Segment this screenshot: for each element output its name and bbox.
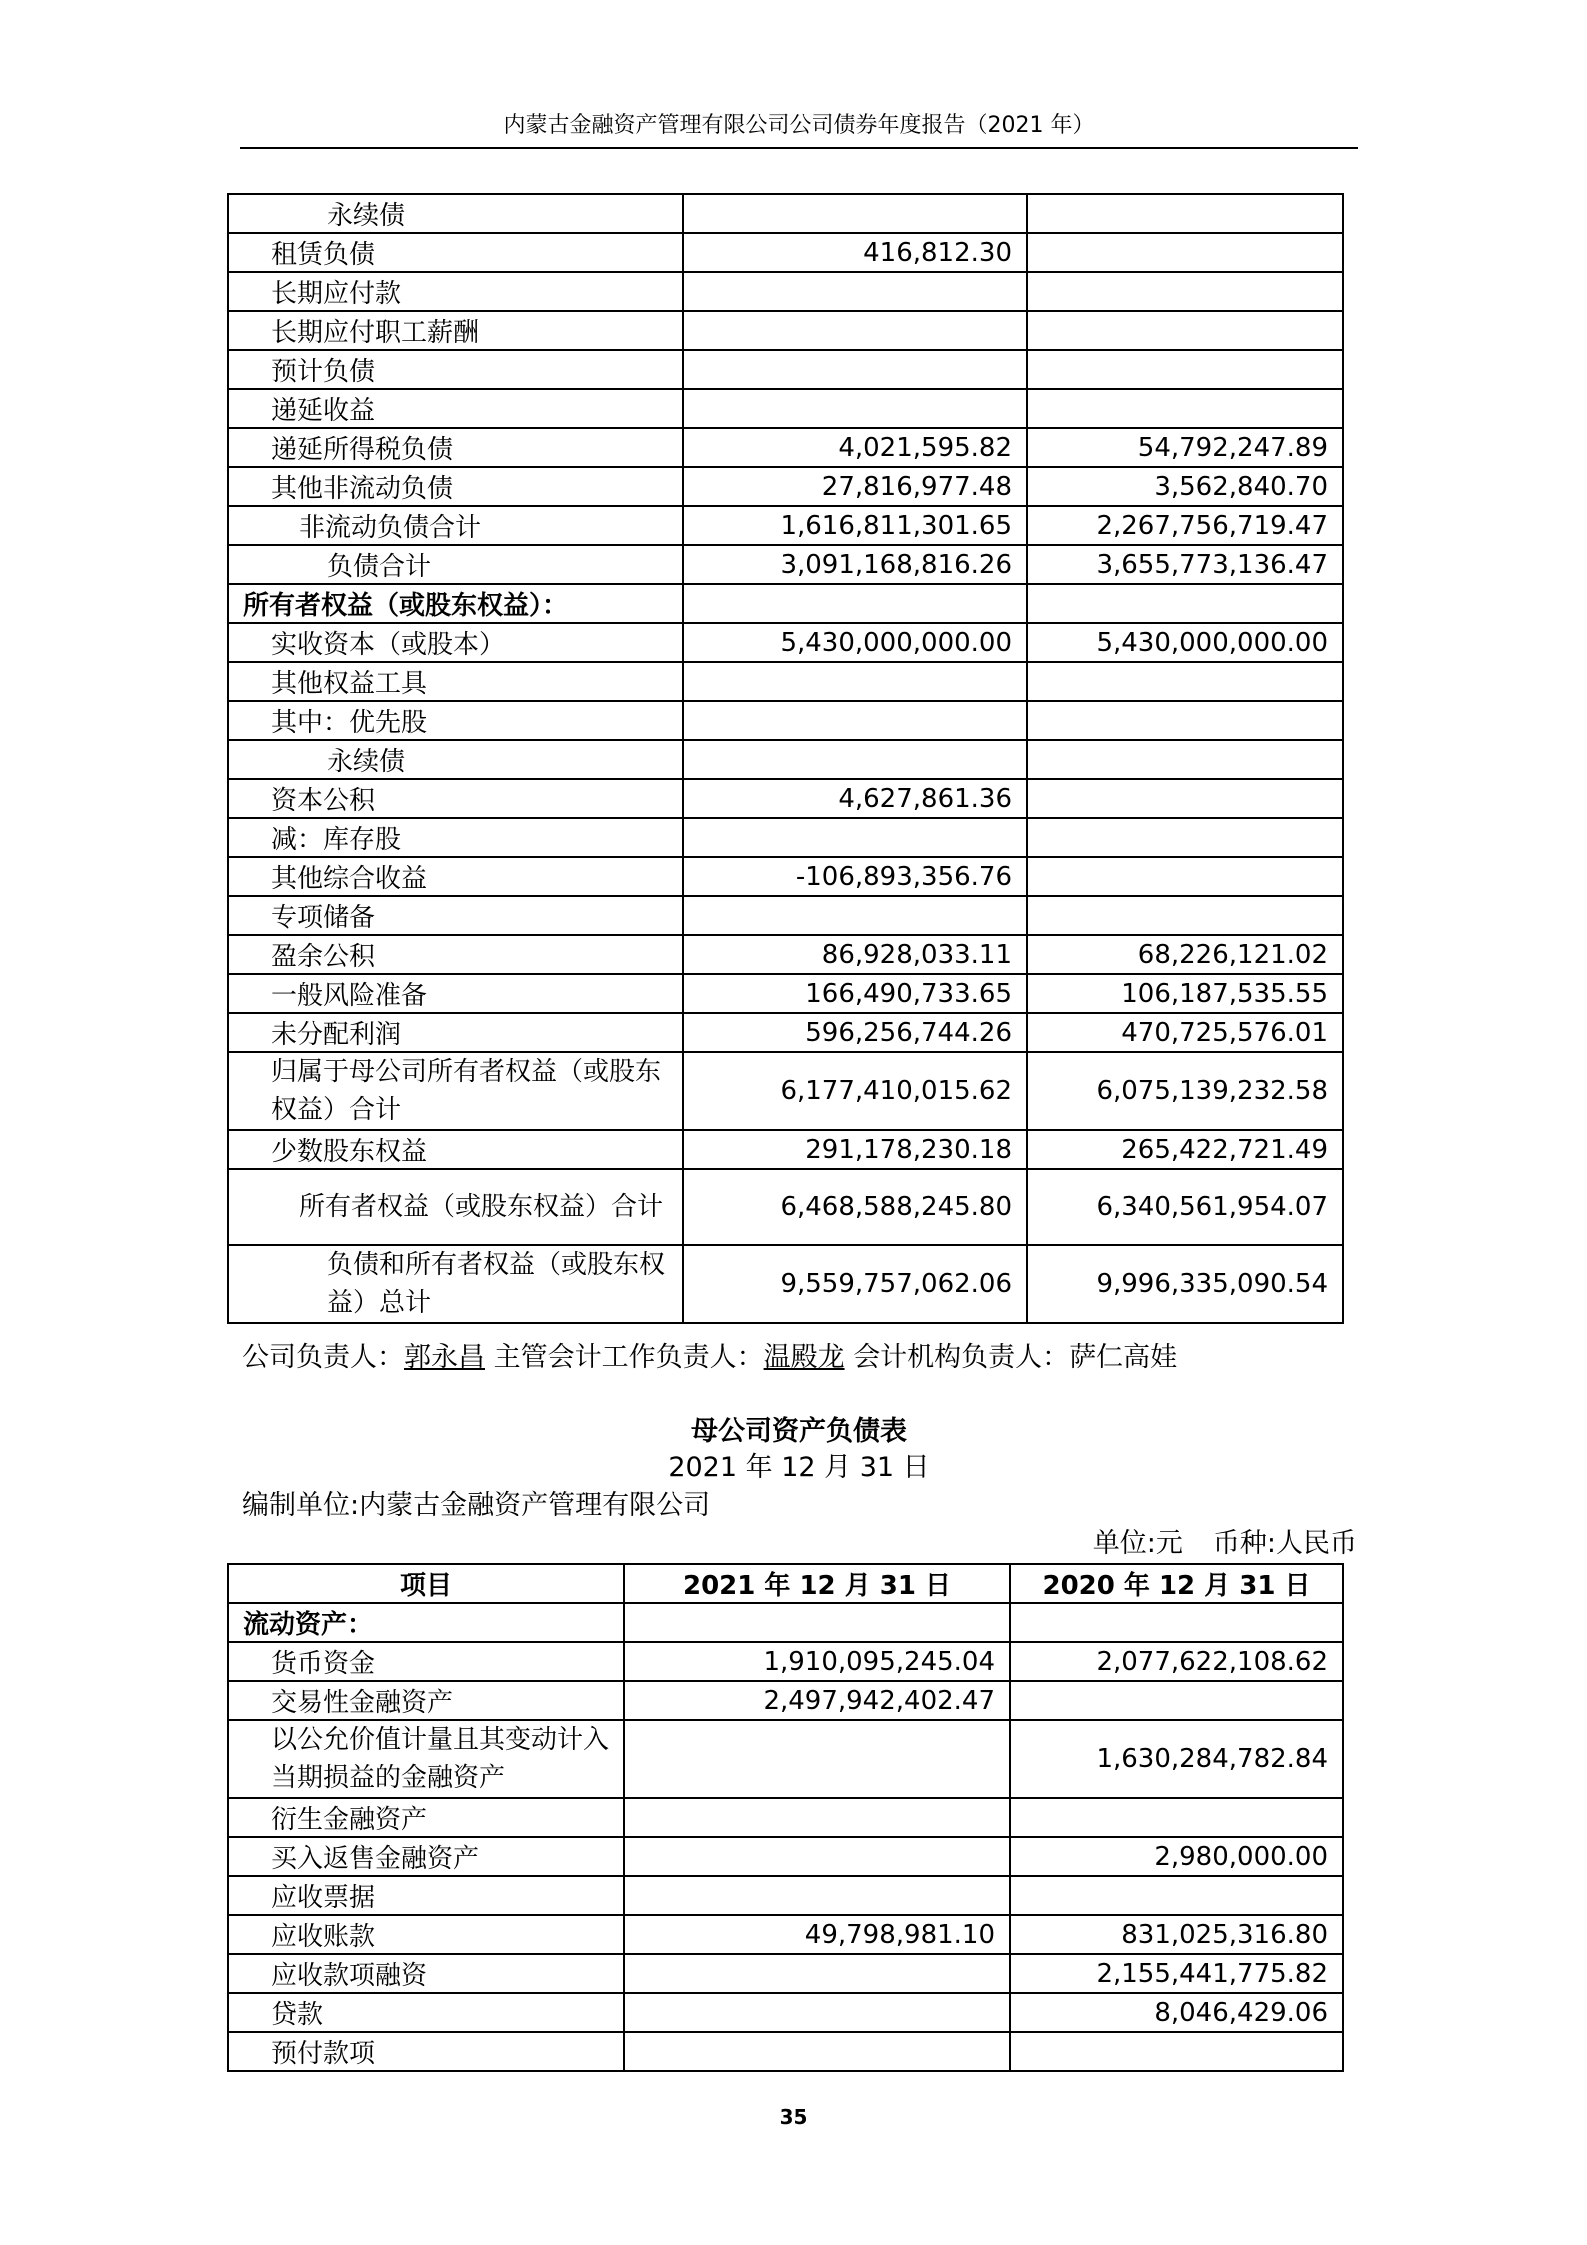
row-label: 衍生金融资产 xyxy=(228,1798,624,1837)
row-label: 其他权益工具 xyxy=(228,662,683,701)
row-label: 应收款项融资 xyxy=(228,1954,624,1993)
value-2021 xyxy=(683,662,1027,701)
value-2021: 2,497,942,402.47 xyxy=(624,1681,1010,1720)
table-row xyxy=(228,350,1343,389)
table-row xyxy=(228,1876,1343,1915)
value-2020 xyxy=(1027,584,1343,623)
value-2020: 1,630,284,782.84 xyxy=(1010,1720,1343,1798)
value-2021 xyxy=(624,1837,1010,1876)
value-2020: 265,422,721.49 xyxy=(1027,1130,1343,1169)
value-2020 xyxy=(1010,2032,1343,2071)
value-2020 xyxy=(1010,1681,1343,1720)
value-2021 xyxy=(624,1798,1010,1837)
table-row xyxy=(228,818,1343,857)
row-label: 预计负债 xyxy=(228,350,683,389)
value-2020: 6,340,561,954.07 xyxy=(1027,1169,1343,1245)
table-row xyxy=(228,428,1343,467)
value-2020 xyxy=(1027,779,1343,818)
parent-balance-sheet-date: 2021 年 12 月 31 日 xyxy=(668,1452,930,1483)
unit-label: 单位:元 xyxy=(1092,1528,1183,1559)
table-row xyxy=(228,1837,1343,1876)
table-row xyxy=(228,1603,1343,1642)
table-row xyxy=(228,1130,1343,1169)
table-row xyxy=(228,2032,1343,2071)
row-label: 非流动负债合计 xyxy=(228,506,683,545)
value-2020: 2,267,756,719.47 xyxy=(1027,506,1343,545)
table-row xyxy=(228,545,1343,584)
table-row xyxy=(228,311,1343,350)
column-header-2020: 2020 年 12 月 31 日 xyxy=(1010,1564,1343,1603)
value-2021: 291,178,230.18 xyxy=(683,1130,1027,1169)
table-row xyxy=(228,1720,1343,1798)
value-2020 xyxy=(1027,233,1343,272)
value-2020 xyxy=(1027,350,1343,389)
row-label: 所有者权益（或股东权益）： xyxy=(228,584,683,623)
row-label: 其他综合收益 xyxy=(228,857,683,896)
value-2021: -106,893,356.76 xyxy=(683,857,1027,896)
value-2021: 6,468,588,245.80 xyxy=(683,1169,1027,1245)
row-label: 货币资金 xyxy=(228,1642,624,1681)
table-row xyxy=(228,857,1343,896)
table-row xyxy=(228,584,1343,623)
value-2020: 2,155,441,775.82 xyxy=(1010,1954,1343,1993)
value-2020: 5,430,000,000.00 xyxy=(1027,623,1343,662)
row-label: 负债合计 xyxy=(228,545,683,584)
row-label: 递延收益 xyxy=(228,389,683,428)
value-2021 xyxy=(624,2032,1010,2071)
table-row xyxy=(228,623,1343,662)
value-2021 xyxy=(683,194,1027,233)
row-label: 租赁负债 xyxy=(228,233,683,272)
table-row xyxy=(228,1681,1343,1720)
value-2020: 9,996,335,090.54 xyxy=(1027,1245,1343,1323)
row-label: 其中：优先股 xyxy=(228,701,683,740)
value-2020: 6,075,139,232.58 xyxy=(1027,1052,1343,1130)
row-label: 贷款 xyxy=(228,1993,624,2032)
parent-balance-sheet xyxy=(227,1563,1344,2072)
value-2021: 49,798,981.10 xyxy=(624,1915,1010,1954)
value-2020 xyxy=(1027,194,1343,233)
table-row xyxy=(228,1915,1343,1954)
row-label: 长期应付职工薪酬 xyxy=(228,311,683,350)
value-2021 xyxy=(683,584,1027,623)
table-row xyxy=(228,389,1343,428)
row-label: 以公允价值计量且其变动计入当期损益的金融资产 xyxy=(228,1720,624,1798)
currency-label: 币种:人民币 xyxy=(1212,1528,1357,1559)
unit-currency-line xyxy=(1093,1526,1357,1562)
value-2021: 9,559,757,062.06 xyxy=(683,1245,1027,1323)
table-row xyxy=(228,896,1343,935)
value-2021 xyxy=(683,389,1027,428)
value-2021 xyxy=(683,350,1027,389)
value-2021: 3,091,168,816.26 xyxy=(683,545,1027,584)
table-row xyxy=(228,935,1343,974)
value-2021 xyxy=(683,701,1027,740)
value-2020: 3,562,840.70 xyxy=(1027,467,1343,506)
table-row xyxy=(228,1245,1343,1323)
company-head-label: 公司负责人： xyxy=(242,1342,404,1373)
row-label: 减：库存股 xyxy=(228,818,683,857)
value-2020 xyxy=(1027,857,1343,896)
table-row xyxy=(228,194,1343,233)
row-label: 未分配利润 xyxy=(228,1013,683,1052)
value-2021 xyxy=(683,896,1027,935)
row-label: 长期应付款 xyxy=(228,272,683,311)
table-row xyxy=(228,1954,1343,1993)
parent-balance-sheet-title: 母公司资产负债表 xyxy=(691,1416,907,1447)
value-2021 xyxy=(624,1954,1010,1993)
value-2020 xyxy=(1010,1876,1343,1915)
value-2020: 68,226,121.02 xyxy=(1027,935,1343,974)
value-2021 xyxy=(624,1993,1010,2032)
value-2020: 54,792,247.89 xyxy=(1027,428,1343,467)
value-2020 xyxy=(1027,662,1343,701)
column-header-2021: 2021 年 12 月 31 日 xyxy=(624,1564,1010,1603)
value-2020 xyxy=(1010,1603,1343,1642)
row-label: 其他非流动负债 xyxy=(228,467,683,506)
value-2021: 416,812.30 xyxy=(683,233,1027,272)
table-row xyxy=(228,233,1343,272)
value-2020: 106,187,535.55 xyxy=(1027,974,1343,1013)
table-row xyxy=(228,701,1343,740)
value-2020 xyxy=(1027,740,1343,779)
value-2021: 1,616,811,301.65 xyxy=(683,506,1027,545)
row-label: 应收票据 xyxy=(228,1876,624,1915)
table-row xyxy=(228,1642,1343,1681)
responsible-persons xyxy=(242,1340,1177,1376)
row-label: 少数股东权益 xyxy=(228,1130,683,1169)
accounting-head-name: 温殿龙 xyxy=(763,1342,845,1373)
header-divider xyxy=(240,147,1358,149)
row-label: 所有者权益（或股东权益）合计 xyxy=(228,1169,683,1245)
value-2020 xyxy=(1027,389,1343,428)
value-2021 xyxy=(683,818,1027,857)
row-label: 归属于母公司所有者权益（或股东权益）合计 xyxy=(228,1052,683,1130)
table-row xyxy=(228,779,1343,818)
value-2021 xyxy=(624,1720,1010,1798)
value-2020: 3,655,773,136.47 xyxy=(1027,545,1343,584)
table-row xyxy=(228,974,1343,1013)
value-2020 xyxy=(1027,701,1343,740)
value-2021 xyxy=(624,1603,1010,1642)
value-2020: 8,046,429.06 xyxy=(1010,1993,1343,2032)
value-2020 xyxy=(1027,272,1343,311)
value-2021: 4,627,861.36 xyxy=(683,779,1027,818)
row-label: 负债和所有者权益（或股东权益）总计 xyxy=(228,1245,683,1323)
row-label: 永续债 xyxy=(228,740,683,779)
accounting-org-head-label: 会计机构负责人： xyxy=(853,1342,1070,1373)
table-row xyxy=(228,1993,1343,2032)
value-2020 xyxy=(1027,818,1343,857)
value-2020 xyxy=(1027,896,1343,935)
row-label: 交易性金融资产 xyxy=(228,1681,624,1720)
accounting-head-label: 主管会计工作负责人： xyxy=(493,1342,764,1373)
page-number: 35 xyxy=(779,2105,808,2129)
table-row xyxy=(228,506,1343,545)
report-header: 内蒙古金融资产管理有限公司公司债券年度报告（2021 年） xyxy=(503,113,1095,138)
row-label: 流动资产： xyxy=(228,1603,624,1642)
row-label: 盈余公积 xyxy=(228,935,683,974)
value-2021 xyxy=(683,272,1027,311)
value-2021: 27,816,977.48 xyxy=(683,467,1027,506)
value-2020: 831,025,316.80 xyxy=(1010,1915,1343,1954)
value-2021: 6,177,410,015.62 xyxy=(683,1052,1027,1130)
row-label: 应收账款 xyxy=(228,1915,624,1954)
table-row xyxy=(228,740,1343,779)
table-row xyxy=(228,272,1343,311)
company-head-name: 郭永昌 xyxy=(404,1342,485,1373)
value-2021 xyxy=(683,311,1027,350)
column-header-item: 项目 xyxy=(228,1564,624,1603)
value-2020: 2,980,000.00 xyxy=(1010,1837,1343,1876)
accounting-org-head-name: 萨仁高娃 xyxy=(1069,1342,1178,1373)
value-2021: 1,910,095,245.04 xyxy=(624,1642,1010,1681)
value-2020: 470,725,576.01 xyxy=(1027,1013,1343,1052)
table-row xyxy=(228,662,1343,701)
row-label: 买入返售金融资产 xyxy=(228,1837,624,1876)
row-label: 永续债 xyxy=(228,194,683,233)
value-2021: 166,490,733.65 xyxy=(683,974,1027,1013)
table-row xyxy=(228,1169,1343,1245)
value-2020: 2,077,622,108.62 xyxy=(1010,1642,1343,1681)
preparing-unit: 编制单位:内蒙古金融资产管理有限公司 xyxy=(242,1490,711,1521)
value-2021 xyxy=(683,740,1027,779)
table-row xyxy=(228,1052,1343,1130)
value-2021: 86,928,033.11 xyxy=(683,935,1027,974)
row-label: 专项储备 xyxy=(228,896,683,935)
value-2020 xyxy=(1027,311,1343,350)
value-2021 xyxy=(624,1876,1010,1915)
table-row xyxy=(228,467,1343,506)
row-label: 实收资本（或股本） xyxy=(228,623,683,662)
consolidated-balance-sheet-continued xyxy=(227,193,1344,1324)
table-row xyxy=(228,1798,1343,1837)
value-2021: 5,430,000,000.00 xyxy=(683,623,1027,662)
value-2021: 596,256,744.26 xyxy=(683,1013,1027,1052)
row-label: 预付款项 xyxy=(228,2032,624,2071)
row-label: 一般风险准备 xyxy=(228,974,683,1013)
value-2020 xyxy=(1010,1798,1343,1837)
row-label: 资本公积 xyxy=(228,779,683,818)
table-row xyxy=(228,1013,1343,1052)
value-2021: 4,021,595.82 xyxy=(683,428,1027,467)
row-label: 递延所得税负债 xyxy=(228,428,683,467)
